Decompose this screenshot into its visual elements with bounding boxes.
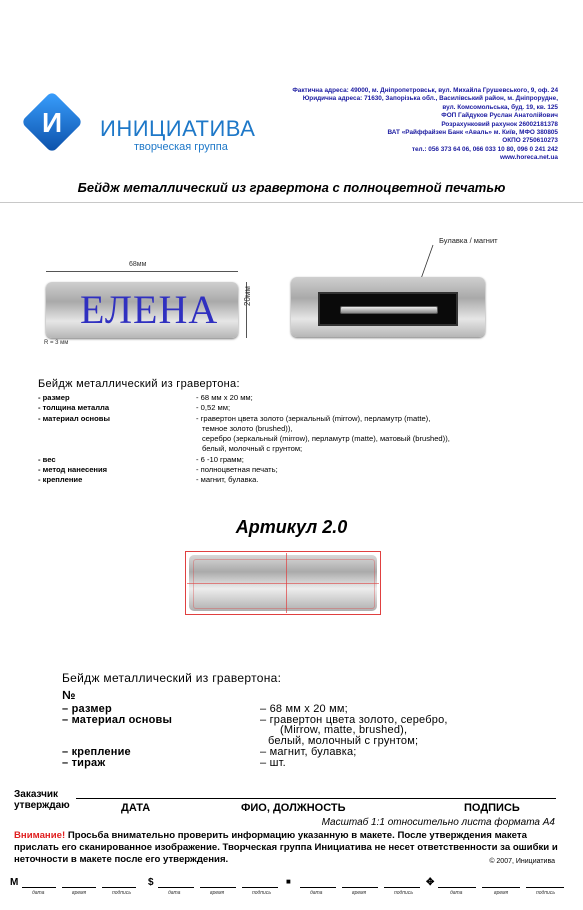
spec-value: – магнит, булавка;: [260, 745, 357, 758]
spec-label: - метод нанесения: [38, 465, 108, 475]
approval-signature-header: ПОДПИСЬ: [464, 802, 520, 814]
mockup-center-guide-h: [187, 583, 379, 584]
spec2-row: [62, 715, 448, 747]
spec1-row: [38, 403, 450, 413]
approval-label-line: утверждаю: [14, 800, 70, 811]
spec-label: – материал основы: [62, 713, 173, 726]
group-move-icon: ✥: [426, 877, 435, 888]
field-sub-label: дата: [310, 890, 323, 896]
copyright: © 2007, Инициатива: [489, 858, 555, 865]
pin-icon: [340, 306, 438, 314]
field-sub-label: дата: [32, 890, 45, 896]
spec-value: - 6 -10 грамм;: [196, 454, 244, 464]
field-sub-label: время: [210, 890, 225, 896]
sign-field[interactable]: [158, 887, 194, 888]
spec2-number-label: №: [62, 688, 76, 702]
sign-field[interactable]: [62, 887, 96, 888]
sign-field[interactable]: [482, 887, 520, 888]
spec1-row: [38, 455, 450, 465]
spec2-row: [62, 758, 448, 769]
approval-date-header: ДАТА: [121, 802, 151, 814]
field-sub-label: подпись: [252, 890, 271, 896]
group-m-icon: M: [10, 877, 19, 888]
logo-letter: И: [41, 107, 63, 138]
contact-line: ОКПО 2750610273: [502, 137, 558, 145]
sign-field[interactable]: [526, 887, 564, 888]
spec-value: – 68 мм х 20 мм;: [260, 703, 348, 715]
spec1-title: Бейдж металлический из гравертона:: [38, 378, 240, 390]
pin-magnet-callout: Булавка / магнит: [439, 236, 498, 245]
spec-value: - 68 мм х 20 мм;: [196, 393, 253, 402]
logo-icon: [20, 90, 84, 154]
spec1-row: [38, 465, 450, 475]
group-dollar-icon: $: [148, 877, 154, 888]
spec-label: – крепление: [62, 745, 131, 758]
field-sub-label: подпись: [536, 890, 555, 896]
field-sub-label: дата: [168, 890, 181, 896]
spec-value: белый, молочный с грунтом;: [268, 735, 419, 748]
spec1-list: [38, 393, 450, 486]
spec-label: - вес: [38, 454, 56, 464]
contact-line: Фактична адреса: 49000, м. Дніпропетровськ, вул. Михайла Грушевського, 9, оф. 24: [292, 87, 558, 94]
field-sub-label: время: [352, 890, 367, 896]
website-link[interactable]: www.horeca.net.ua: [499, 154, 558, 162]
badge-front: [46, 282, 238, 338]
spec-value: – шт.: [260, 756, 286, 769]
brand-subtitle: творческая группа: [134, 141, 228, 153]
width-dimension-line: [46, 271, 238, 272]
approval-signature-line[interactable]: [76, 798, 556, 799]
mockup-safe-area: [193, 559, 375, 609]
approval-label: [14, 789, 70, 811]
field-sub-label: время: [72, 890, 87, 896]
badge-name-text: ЕЛЕНА: [80, 287, 219, 332]
divider: [0, 202, 583, 203]
scale-note: Масштаб 1:1 относительно листа формата А4: [321, 817, 555, 828]
spec1-row: [38, 414, 450, 455]
spec-value: (Mirrow, matte, brushed),: [280, 724, 408, 737]
contact-line: Розрахунковий рахунок 26002181378: [441, 120, 558, 128]
spec-value: белый, молочный с грунтом;: [202, 444, 303, 454]
sign-field[interactable]: [102, 887, 136, 888]
spec-label: – размер: [62, 703, 112, 715]
contacts-block: [258, 87, 558, 163]
field-sub-label: дата: [450, 890, 463, 896]
spec-value: - гравертон цвета золото (зеркальный (mirrow), перламутр (matte),: [196, 413, 431, 423]
brand-name: ИНИЦИАТИВА: [100, 116, 256, 141]
spec-label: – тираж: [62, 756, 106, 769]
article-title: Артикул 2.0: [235, 517, 348, 537]
sign-field[interactable]: [438, 887, 476, 888]
spec2-title: Бейдж металлический из гравертона:: [62, 671, 282, 685]
sign-fields-row: [10, 877, 575, 901]
sign-field[interactable]: [342, 887, 378, 888]
spec-value: - 0,52 мм;: [196, 403, 231, 413]
sign-field[interactable]: [242, 887, 278, 888]
spec-label: - толщина металла: [38, 403, 110, 413]
spec-value: - полноцветная печать;: [196, 465, 278, 475]
width-label: 68мм: [129, 261, 147, 268]
sign-field[interactable]: [22, 887, 56, 888]
spec-value: серебро (зеркальный (mirrow), перламутр (matte), матовый (brushed)),: [202, 434, 450, 444]
field-sub-label: подпись: [394, 890, 413, 896]
approval-label-line: Заказчик: [14, 789, 59, 800]
document-title: Бейдж металлический из гравертона с полноцветной печатью: [77, 180, 506, 195]
contact-line: вул. Комсомольська, буд. 19, кв. 125: [442, 103, 558, 111]
field-sub-label: подпись: [112, 890, 131, 896]
field-sub-label: время: [494, 890, 509, 896]
spec1-row: [38, 475, 450, 485]
radius-label: R = 3 мм: [44, 340, 69, 346]
contact-line: ВАТ «Райффайзен Банк «Аваль» м. Київ, МФО 380805: [387, 129, 558, 137]
contact-line: тел.: 056 373 64 06, 066 033 10 80, 096 0 241 242: [411, 145, 558, 153]
spec1-row: [38, 393, 450, 403]
sign-field[interactable]: [384, 887, 420, 888]
approval-name-header: ФИО, ДОЛЖНОСТЬ: [241, 802, 346, 814]
sign-field[interactable]: [200, 887, 236, 888]
spec-label: - крепление: [38, 475, 83, 485]
spec-label: - размер: [38, 393, 70, 402]
warning-text: Просьба внимательно проверить информацию указанную в макете. После утверждения макета прислать его сканированное изображение. Творческая группа Инициатива не несет ответственности за ошибки и неточности в макете после его утверждения.: [14, 830, 558, 866]
sign-field[interactable]: [300, 887, 336, 888]
height-label: 20мм: [243, 286, 252, 306]
spec-value: – гравертон цвета золото, серебро,: [260, 713, 448, 726]
contact-line: ФОП Гайдуков Руслан Анатолійович: [441, 112, 558, 120]
spec2-list: [62, 704, 448, 768]
spec2-row: [62, 747, 448, 758]
group-printer-icon: ■: [286, 877, 291, 886]
spec-value: темное золото (brushed)),: [202, 423, 293, 433]
spec-value: - магнит, булавка.: [196, 475, 259, 485]
spec-label: - материал основы: [38, 413, 110, 423]
warning-notice: [14, 830, 559, 867]
warning-word: Внимание!: [14, 830, 66, 841]
contact-line: Юридична адреса: 71630, Запорізька обл., Василівський район, м. Дніпрорудне,: [302, 95, 558, 103]
